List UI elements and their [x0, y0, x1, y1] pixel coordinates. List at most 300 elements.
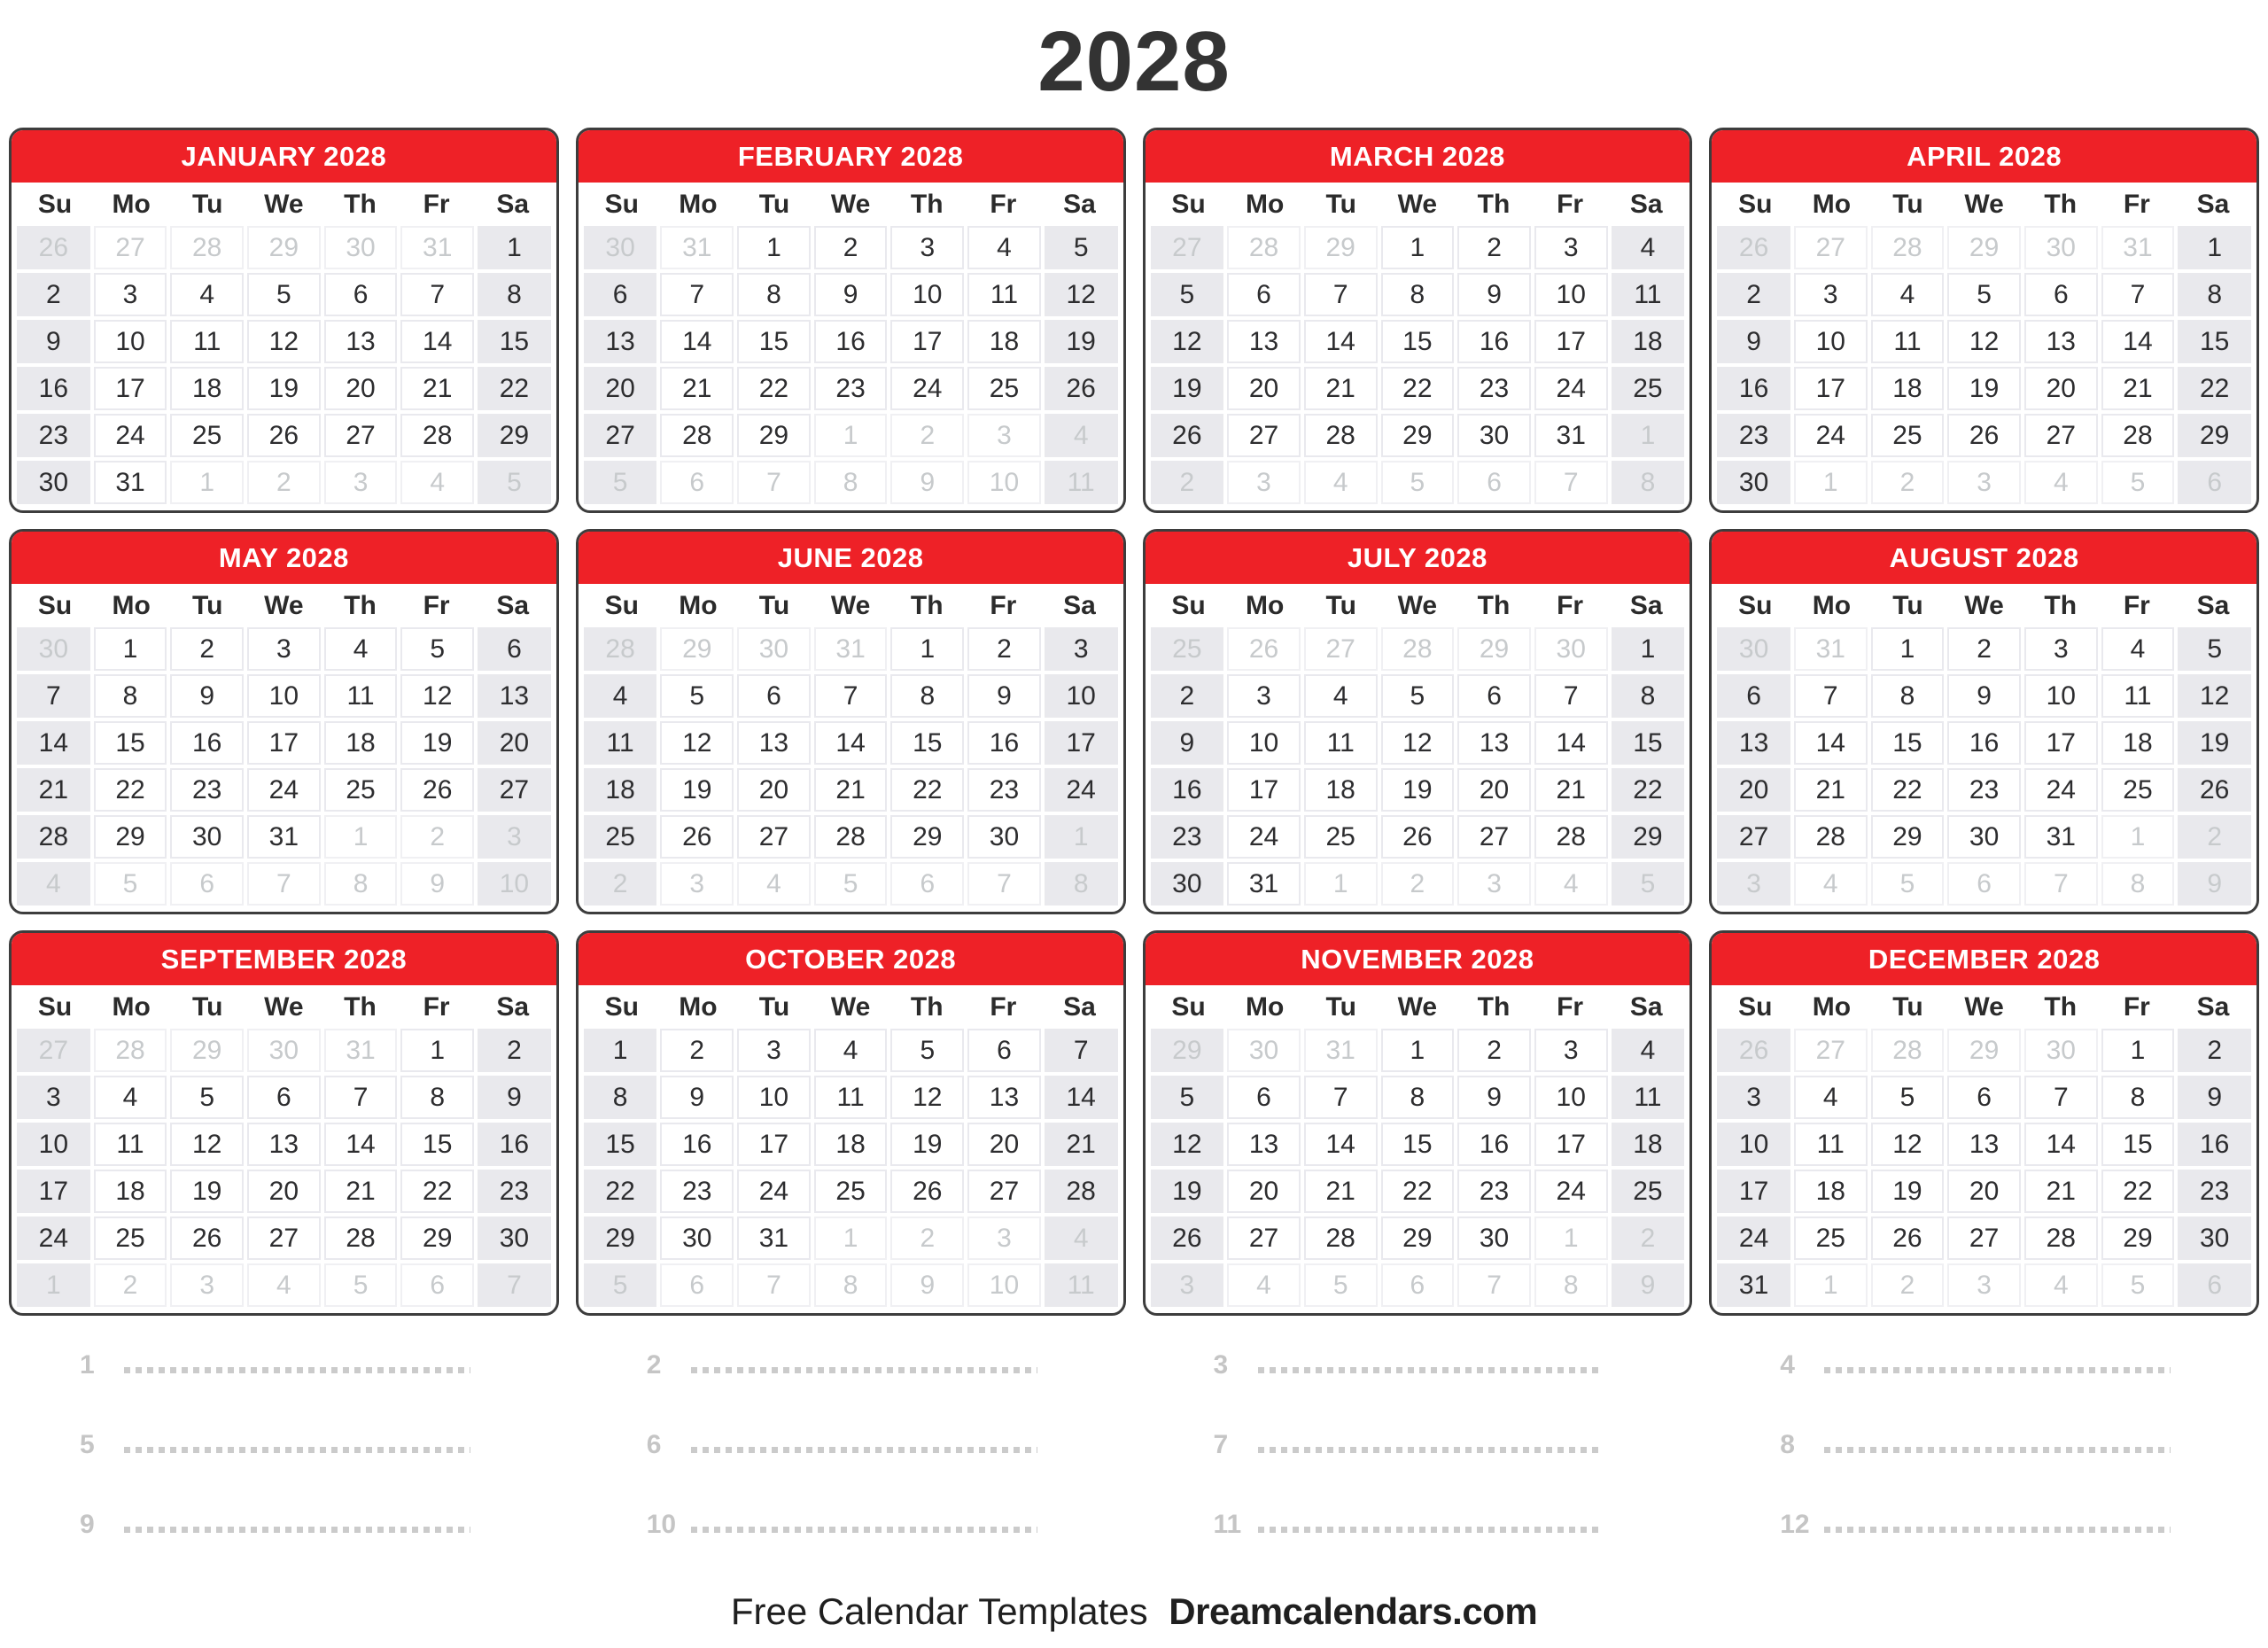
day-cell: 29	[170, 1029, 244, 1072]
day-cell: 5	[94, 862, 167, 906]
weekday-label: Tu	[192, 189, 223, 219]
day-cell: 14	[2024, 1123, 2098, 1166]
day-cell: 1	[1534, 1217, 1608, 1260]
day-cell: 1	[170, 461, 244, 504]
weekday-label: Tu	[192, 590, 223, 620]
month-card	[9, 930, 559, 1316]
day-cell: 29	[1947, 226, 2021, 269]
month-title: OCTOBER 2028	[745, 943, 957, 975]
month-header	[1712, 933, 2256, 985]
note-dotted-line	[124, 1367, 470, 1373]
day-cell: 30	[1534, 627, 1608, 671]
weekday-row	[1146, 183, 1690, 226]
weekday-label: Mo	[1245, 991, 1285, 1022]
day-cell: 10	[1534, 1076, 1608, 1119]
note-dotted-line	[691, 1447, 1037, 1453]
weekday-label: We	[830, 590, 871, 620]
month-card	[1709, 930, 2259, 1316]
day-cell: 3	[1227, 674, 1301, 718]
day-cell: 24	[1534, 367, 1608, 410]
day-cell: 11	[1045, 1263, 1118, 1307]
day-cell: 25	[584, 815, 657, 859]
day-cell: 14	[814, 721, 888, 765]
day-cell: 8	[1612, 674, 1685, 718]
day-cell: 20	[1717, 768, 1790, 812]
weekday-row	[12, 584, 556, 627]
weekday-label: We	[830, 189, 871, 219]
month-title: AUGUST 2028	[1889, 541, 2079, 573]
day-cell: 18	[967, 320, 1041, 363]
day-cell: 14	[324, 1123, 398, 1166]
month-header	[1712, 532, 2256, 584]
day-cell: 3	[1045, 627, 1118, 671]
day-cell: 12	[1947, 320, 2021, 363]
day-cell: 14	[1304, 1123, 1378, 1166]
day-cell: 22	[1381, 1170, 1455, 1213]
day-cell: 7	[814, 674, 888, 718]
day-cell: 10	[1227, 721, 1301, 765]
day-cell: 11	[1304, 721, 1378, 765]
day-cell: 3	[737, 1029, 811, 1072]
day-cell: 18	[324, 721, 398, 765]
day-cell: 27	[2024, 414, 2098, 457]
day-cell: 3	[324, 461, 398, 504]
weekday-label: Fr	[2123, 991, 2150, 1022]
day-cell: 5	[324, 1263, 398, 1307]
day-cell: 18	[1612, 320, 1685, 363]
day-cell: 1	[890, 627, 964, 671]
day-cell: 31	[2024, 815, 2098, 859]
day-cell: 5	[1151, 273, 1224, 316]
day-cell: 29	[478, 414, 551, 457]
day-cell: 22	[1381, 367, 1455, 410]
day-cell: 2	[94, 1263, 167, 1307]
day-cell: 28	[1534, 815, 1608, 859]
day-cell: 7	[1534, 461, 1608, 504]
weekday-row	[579, 183, 1123, 226]
note-number: 1	[80, 1350, 95, 1380]
day-cell: 29	[1947, 1029, 2021, 1072]
day-cell: 21	[2024, 1170, 2098, 1213]
day-cell: 3	[1151, 1263, 1224, 1307]
day-cell: 9	[1457, 1076, 1531, 1119]
day-cell: 24	[737, 1170, 811, 1213]
weekday-label: Th	[910, 590, 944, 620]
weekday-label: Su	[37, 991, 73, 1022]
day-cell: 17	[1045, 721, 1118, 765]
day-cell: 15	[94, 721, 167, 765]
day-cell: 31	[737, 1217, 811, 1260]
day-cell: 29	[1381, 1217, 1455, 1260]
day-cell: 22	[478, 367, 551, 410]
day-cell: 11	[967, 273, 1041, 316]
weekday-label: Th	[1477, 189, 1511, 219]
weekday-label: We	[1964, 991, 2004, 1022]
day-cell: 27	[737, 815, 811, 859]
weekday-label: We	[264, 189, 304, 219]
day-cell: 3	[1534, 226, 1608, 269]
day-cell: 8	[814, 1263, 888, 1307]
day-cell: 19	[660, 768, 734, 812]
month-header	[1146, 532, 1690, 584]
month-title: NOVEMBER 2028	[1301, 943, 1534, 975]
day-cell: 4	[94, 1076, 167, 1119]
day-cell: 1	[2101, 1029, 2175, 1072]
day-cell: 30	[17, 461, 90, 504]
note-dotted-line	[124, 1447, 470, 1453]
weekday-label: Fr	[990, 991, 1017, 1022]
footer	[0, 1590, 2268, 1634]
note-number: 4	[1780, 1350, 1795, 1380]
day-cell: 20	[584, 367, 657, 410]
day-cell: 25	[1794, 1217, 1868, 1260]
day-cell: 13	[1947, 1123, 2021, 1166]
note-item	[1709, 1405, 2259, 1485]
note-number: 8	[1780, 1430, 1795, 1459]
day-cell: 26	[660, 815, 734, 859]
month-title: JULY 2028	[1347, 541, 1487, 573]
weekday-label: Tu	[758, 991, 790, 1022]
day-cell: 17	[1717, 1170, 1790, 1213]
day-cell: 27	[1794, 1029, 1868, 1072]
day-cell: 4	[2024, 461, 2098, 504]
day-cell: 7	[1304, 273, 1378, 316]
month-header	[12, 933, 556, 985]
day-cell: 8	[400, 1076, 474, 1119]
day-cell: 8	[1381, 273, 1455, 316]
month-card	[1143, 128, 1693, 513]
day-cell: 4	[1304, 674, 1378, 718]
day-cell: 3	[94, 273, 167, 316]
day-cell: 31	[1227, 862, 1301, 906]
weekday-label: We	[1964, 590, 2004, 620]
day-cell: 6	[400, 1263, 474, 1307]
note-dotted-line	[1258, 1367, 1604, 1373]
weekday-label: Th	[910, 189, 944, 219]
day-cell: 16	[1457, 320, 1531, 363]
dates-grid	[579, 627, 1123, 912]
weekday-label: We	[264, 590, 304, 620]
day-cell: 7	[2101, 273, 2175, 316]
day-cell: 9	[890, 461, 964, 504]
month-card	[1143, 529, 1693, 914]
month-card	[1709, 529, 2259, 914]
weekday-label: Mo	[112, 590, 151, 620]
day-cell: 31	[1304, 1029, 1378, 1072]
day-cell: 5	[478, 461, 551, 504]
day-cell: 24	[890, 367, 964, 410]
day-cell: 30	[584, 226, 657, 269]
day-cell: 2	[1381, 862, 1455, 906]
day-cell: 26	[1381, 815, 1455, 859]
weekday-label: We	[830, 991, 871, 1022]
day-cell: 16	[660, 1123, 734, 1166]
day-cell: 17	[94, 367, 167, 410]
day-cell: 8	[1381, 1076, 1455, 1119]
day-cell: 12	[1871, 1123, 1945, 1166]
day-cell: 4	[1045, 1217, 1118, 1260]
day-cell: 7	[967, 862, 1041, 906]
weekday-label: We	[1397, 991, 1438, 1022]
month-header	[12, 532, 556, 584]
day-cell: 6	[890, 862, 964, 906]
day-cell: 16	[1947, 721, 2021, 765]
day-cell: 7	[1534, 674, 1608, 718]
day-cell: 31	[94, 461, 167, 504]
day-cell: 1	[2178, 226, 2251, 269]
day-cell: 15	[1871, 721, 1945, 765]
day-cell: 12	[1151, 320, 1224, 363]
day-cell: 27	[1947, 1217, 2021, 1260]
day-cell: 7	[737, 1263, 811, 1307]
day-cell: 12	[660, 721, 734, 765]
weekday-label: We	[1397, 590, 1438, 620]
day-cell: 9	[1717, 320, 1790, 363]
day-cell: 26	[170, 1217, 244, 1260]
day-cell: 3	[1227, 461, 1301, 504]
day-cell: 30	[478, 1217, 551, 1260]
day-cell: 2	[247, 461, 321, 504]
day-cell: 7	[660, 273, 734, 316]
day-cell: 30	[17, 627, 90, 671]
weekday-label: Su	[37, 189, 73, 219]
day-cell: 1	[814, 1217, 888, 1260]
day-cell: 29	[1304, 226, 1378, 269]
day-cell: 28	[1381, 627, 1455, 671]
day-cell: 29	[400, 1217, 474, 1260]
day-cell: 15	[737, 320, 811, 363]
day-cell: 30	[2024, 226, 2098, 269]
day-cell: 13	[967, 1076, 1041, 1119]
day-cell: 5	[1947, 273, 2021, 316]
weekday-label: Mo	[1812, 590, 1852, 620]
day-cell: 3	[660, 862, 734, 906]
day-cell: 4	[1871, 273, 1945, 316]
day-cell: 31	[2101, 226, 2175, 269]
note-number: 7	[1213, 1430, 1229, 1459]
weekday-label: Mo	[112, 991, 151, 1022]
day-cell: 18	[2101, 721, 2175, 765]
day-cell: 19	[890, 1123, 964, 1166]
day-cell: 13	[584, 320, 657, 363]
month-header	[1712, 130, 2256, 183]
footer-brand: Dreamcalendars.com	[1169, 1590, 1538, 1632]
dates-grid	[579, 226, 1123, 510]
note-dotted-line	[1824, 1527, 2171, 1533]
weekday-row	[12, 183, 556, 226]
day-cell: 2	[400, 815, 474, 859]
day-cell: 7	[1304, 1076, 1378, 1119]
day-cell: 30	[2024, 1029, 2098, 1072]
weekday-label: Mo	[1245, 590, 1285, 620]
day-cell: 8	[1612, 461, 1685, 504]
month-header	[579, 130, 1123, 183]
note-number: 12	[1780, 1510, 1810, 1539]
day-cell: 27	[1794, 226, 1868, 269]
day-cell: 2	[1871, 461, 1945, 504]
day-cell: 2	[890, 1217, 964, 1260]
note-item	[576, 1485, 1126, 1565]
day-cell: 9	[478, 1076, 551, 1119]
note-dotted-line	[691, 1367, 1037, 1373]
day-cell: 20	[324, 367, 398, 410]
day-cell: 6	[1227, 273, 1301, 316]
day-cell: 28	[1304, 1217, 1378, 1260]
month-title: FEBRUARY 2028	[737, 140, 964, 172]
day-cell: 29	[584, 1217, 657, 1260]
day-cell: 1	[17, 1263, 90, 1307]
month-title: SEPTEMBER 2028	[160, 943, 408, 975]
day-cell: 28	[17, 815, 90, 859]
weekday-label: Sa	[1063, 590, 1096, 620]
day-cell: 10	[478, 862, 551, 906]
day-cell: 23	[170, 768, 244, 812]
day-cell: 15	[584, 1123, 657, 1166]
day-cell: 18	[1871, 367, 1945, 410]
day-cell: 5	[660, 674, 734, 718]
day-cell: 23	[967, 768, 1041, 812]
day-cell: 8	[324, 862, 398, 906]
note-dotted-line	[1258, 1527, 1604, 1533]
day-cell: 24	[1045, 768, 1118, 812]
day-cell: 26	[17, 226, 90, 269]
dates-grid	[1146, 627, 1690, 912]
weekday-label: Th	[344, 991, 377, 1022]
day-cell: 22	[94, 768, 167, 812]
day-cell: 29	[94, 815, 167, 859]
day-cell: 2	[814, 226, 888, 269]
day-cell: 6	[170, 862, 244, 906]
day-cell: 4	[1304, 461, 1378, 504]
day-cell: 23	[1947, 768, 2021, 812]
day-cell: 20	[1457, 768, 1531, 812]
day-cell: 25	[967, 367, 1041, 410]
day-cell: 29	[1151, 1029, 1224, 1072]
day-cell: 6	[660, 461, 734, 504]
day-cell: 5	[584, 1263, 657, 1307]
day-cell: 3	[1794, 273, 1868, 316]
weekday-label: Th	[2044, 590, 2078, 620]
day-cell: 28	[2101, 414, 2175, 457]
day-cell: 8	[1534, 1263, 1608, 1307]
day-cell: 11	[1045, 461, 1118, 504]
day-cell: 6	[737, 674, 811, 718]
day-cell: 8	[2101, 862, 2175, 906]
day-cell: 26	[1871, 1217, 1945, 1260]
day-cell: 16	[170, 721, 244, 765]
day-cell: 10	[1045, 674, 1118, 718]
weekday-label: Su	[604, 590, 639, 620]
day-cell: 12	[1045, 273, 1118, 316]
day-cell: 30	[737, 627, 811, 671]
day-cell: 5	[1151, 1076, 1224, 1119]
day-cell: 2	[1612, 1217, 1685, 1260]
day-cell: 20	[478, 721, 551, 765]
day-cell: 7	[1045, 1029, 1118, 1072]
day-cell: 1	[1304, 862, 1378, 906]
day-cell: 26	[1717, 226, 1790, 269]
note-number: 11	[1213, 1510, 1242, 1539]
day-cell: 2	[967, 627, 1041, 671]
day-cell: 10	[1794, 320, 1868, 363]
weekday-label: Su	[604, 189, 639, 219]
month-header	[579, 933, 1123, 985]
day-cell: 25	[2101, 768, 2175, 812]
day-cell: 6	[2178, 1263, 2251, 1307]
day-cell: 27	[1457, 815, 1531, 859]
day-cell: 16	[478, 1123, 551, 1166]
day-cell: 2	[1717, 273, 1790, 316]
note-number: 2	[646, 1350, 662, 1380]
day-cell: 21	[1794, 768, 1868, 812]
day-cell: 28	[94, 1029, 167, 1072]
day-cell: 1	[737, 226, 811, 269]
day-cell: 5	[1304, 1263, 1378, 1307]
day-cell: 12	[170, 1123, 244, 1166]
day-cell: 20	[967, 1123, 1041, 1166]
note-item	[9, 1485, 559, 1565]
day-cell: 7	[247, 862, 321, 906]
day-cell: 30	[1457, 414, 1531, 457]
month-card	[9, 128, 559, 513]
day-cell: 4	[1794, 862, 1868, 906]
day-cell: 13	[1227, 320, 1301, 363]
day-cell: 25	[1304, 815, 1378, 859]
note-number: 3	[1213, 1350, 1229, 1380]
note-number: 9	[80, 1510, 95, 1539]
day-cell: 9	[1612, 1263, 1685, 1307]
day-cell: 3	[1947, 1263, 2021, 1307]
day-cell: 4	[17, 862, 90, 906]
month-card	[1709, 128, 2259, 513]
weekday-label: Sa	[1629, 189, 1663, 219]
day-cell: 28	[814, 815, 888, 859]
day-cell: 2	[1457, 226, 1531, 269]
day-cell: 13	[324, 320, 398, 363]
day-cell: 9	[660, 1076, 734, 1119]
day-cell: 6	[1457, 674, 1531, 718]
day-cell: 24	[1227, 815, 1301, 859]
day-cell: 24	[247, 768, 321, 812]
day-cell: 1	[1045, 815, 1118, 859]
weekday-label: Mo	[1812, 189, 1852, 219]
day-cell: 5	[814, 862, 888, 906]
day-cell: 9	[814, 273, 888, 316]
weekday-label: Fr	[1557, 189, 1584, 219]
dates-grid	[1146, 226, 1690, 510]
day-cell: 10	[1534, 273, 1608, 316]
day-cell: 4	[1612, 226, 1685, 269]
month-card	[576, 128, 1126, 513]
day-cell: 5	[1045, 226, 1118, 269]
day-cell: 16	[1151, 768, 1224, 812]
day-cell: 7	[17, 674, 90, 718]
weekday-label: Fr	[1557, 590, 1584, 620]
day-cell: 5	[1612, 862, 1685, 906]
weekday-label: Sa	[2196, 590, 2230, 620]
day-cell: 28	[660, 414, 734, 457]
day-cell: 5	[2101, 1263, 2175, 1307]
day-cell: 8	[2101, 1076, 2175, 1119]
month-header	[1146, 933, 1690, 985]
weekday-label: Tu	[1892, 590, 1923, 620]
day-cell: 2	[170, 627, 244, 671]
day-cell: 2	[1151, 461, 1224, 504]
month-header	[1146, 130, 1690, 183]
day-cell: 1	[584, 1029, 657, 1072]
day-cell: 23	[2178, 1170, 2251, 1213]
day-cell: 27	[247, 1217, 321, 1260]
